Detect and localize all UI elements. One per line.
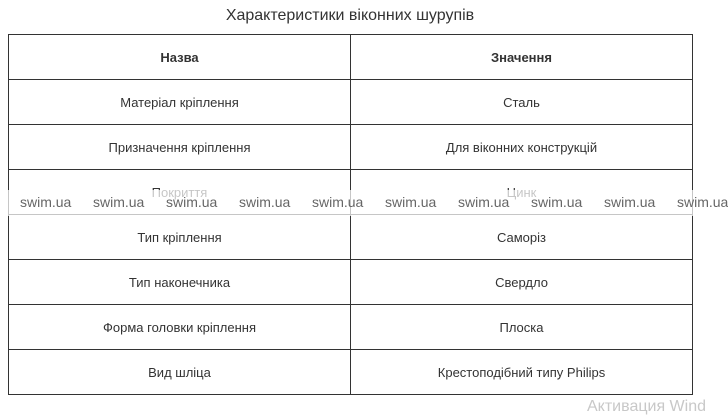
watermark-strip: [0, 190, 728, 216]
row-name: Форма головки кріплення: [9, 305, 351, 350]
watermark-text: swim.ua: [239, 194, 291, 210]
watermark-text: swim.ua: [458, 194, 510, 210]
table-header-row: [9, 35, 693, 80]
table-row: [9, 350, 693, 395]
watermark-text: swim.ua: [604, 194, 656, 210]
watermark-text: swim.ua: [385, 194, 437, 210]
table-row: [9, 125, 693, 170]
watermark-text: swim.ua: [20, 194, 72, 210]
row-value: Свердло: [351, 260, 693, 305]
header-name: Назва: [9, 35, 351, 80]
row-name: Матеріал кріплення: [9, 80, 351, 125]
table-row: [9, 215, 693, 260]
table-row: [9, 80, 693, 125]
row-name: Тип кріплення: [9, 215, 351, 260]
row-name: Тип наконечника: [9, 260, 351, 305]
watermark-text: swim.ua: [93, 194, 145, 210]
row-name: Вид шліца: [9, 350, 351, 395]
header-value: Значення: [351, 35, 693, 80]
table-row: [9, 260, 693, 305]
row-value: Саморіз: [351, 215, 693, 260]
os-activation-overlay: Активация Wind: [587, 398, 706, 415]
row-value: Для віконних конструкцій: [351, 125, 693, 170]
table-caption: Характеристики віконних шурупів: [225, 7, 475, 24]
watermark-text: swim.ua: [677, 194, 728, 210]
watermark-text: swim.ua: [166, 194, 218, 210]
row-value: Сталь: [351, 80, 693, 125]
watermark-text: swim.ua: [531, 194, 583, 210]
row-value: Крестоподібний типу Philips: [351, 350, 693, 395]
row-name: Призначення кріплення: [9, 125, 351, 170]
watermark-text: swim.ua: [312, 194, 364, 210]
table-row: [9, 305, 693, 350]
row-value: Плоска: [351, 305, 693, 350]
